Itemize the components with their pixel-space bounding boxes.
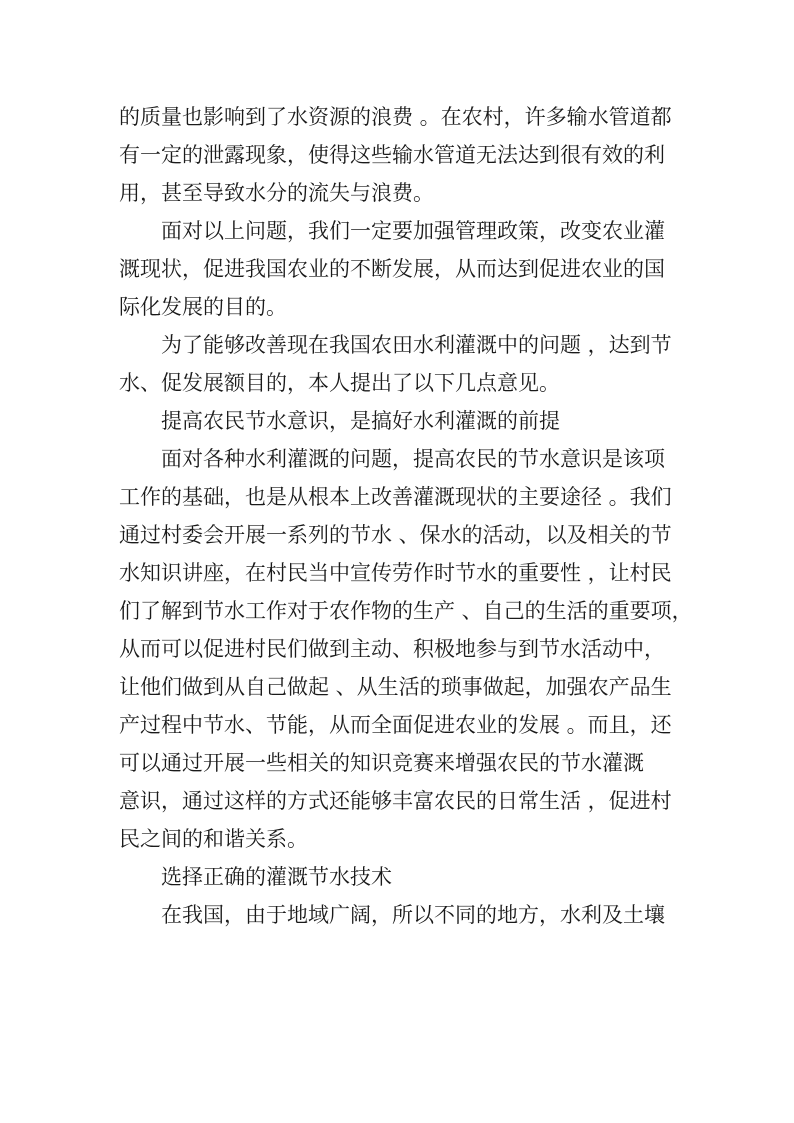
text-line: 可以通过开展一些相关的知识竞赛来增强农民的节水灌溉	[119, 751, 644, 775]
text-line: 意识，通过这样的方式还能够丰富农民的日常生活 ，促进村	[119, 789, 672, 813]
text-line: 面对以上问题，我们一定要加强管理政策，改变农业灌	[161, 219, 665, 243]
paragraph-suggestions-intro	[119, 326, 687, 402]
text-line: 的质量也影响到了水资源的浪费 。在农村，许多输水管道都	[119, 105, 672, 129]
text-line: 们了解到节水工作对于农作物的生产 、自己的生活的重要项，	[119, 599, 693, 623]
text-line: 用，甚至导致水分的流失与浪费。	[119, 181, 434, 205]
text-line: 产过程中节水、节能，从而全面促进农业的发展 。而且，还	[119, 713, 672, 737]
text-line: 工作的基础，也是从根本上改善灌溉现状的主要途径 。我们	[119, 485, 672, 509]
heading-text: 提高农民节水意识，是搞好水利灌溉的前提	[161, 409, 560, 433]
heading-text: 选择正确的灌溉节水技术	[161, 865, 392, 889]
text-line: 际化发展的目的。	[119, 295, 287, 319]
text-line: 在我国，由于地域广阔，所以不同的地方，水利及土壤	[161, 903, 665, 927]
paragraph-water-leakage	[119, 98, 687, 212]
text-line: 让他们做到从自己做起 、从生活的琐事做起，加强农产品生	[119, 675, 672, 699]
section-heading-irrigation-tech	[119, 858, 687, 896]
section-heading-water-awareness	[119, 402, 687, 440]
text-line: 从而可以促进村民们做到主动、积极地参与到节水活动中，	[119, 637, 665, 661]
text-line: 水知识讲座，在村民当中宣传劳作时节水的重要性 ，让村民	[119, 561, 672, 585]
paragraph-regional-differences	[119, 896, 687, 934]
text-line: 溉现状，促进我国农业的不断发展，从而达到促进农业的国	[119, 257, 665, 281]
text-line: 为了能够改善现在我国农田水利灌溉中的问题 ，达到节	[161, 333, 672, 357]
text-line: 通过村委会开展一系列的节水 、保水的活动，以及相关的节	[119, 523, 672, 547]
text-line: 面对各种水利灌溉的问题，提高农民的节水意识是该项	[161, 447, 665, 471]
paragraph-management-policy	[119, 212, 687, 326]
text-line: 有一定的泄露现象，使得这些输水管道无法达到很有效的利	[119, 143, 665, 167]
document-body	[119, 98, 693, 934]
paragraph-water-awareness	[119, 440, 693, 858]
text-line: 水、促发展额目的，本人提出了以下几点意见。	[119, 371, 560, 395]
text-line: 民之间的和谐关系。	[119, 827, 308, 851]
